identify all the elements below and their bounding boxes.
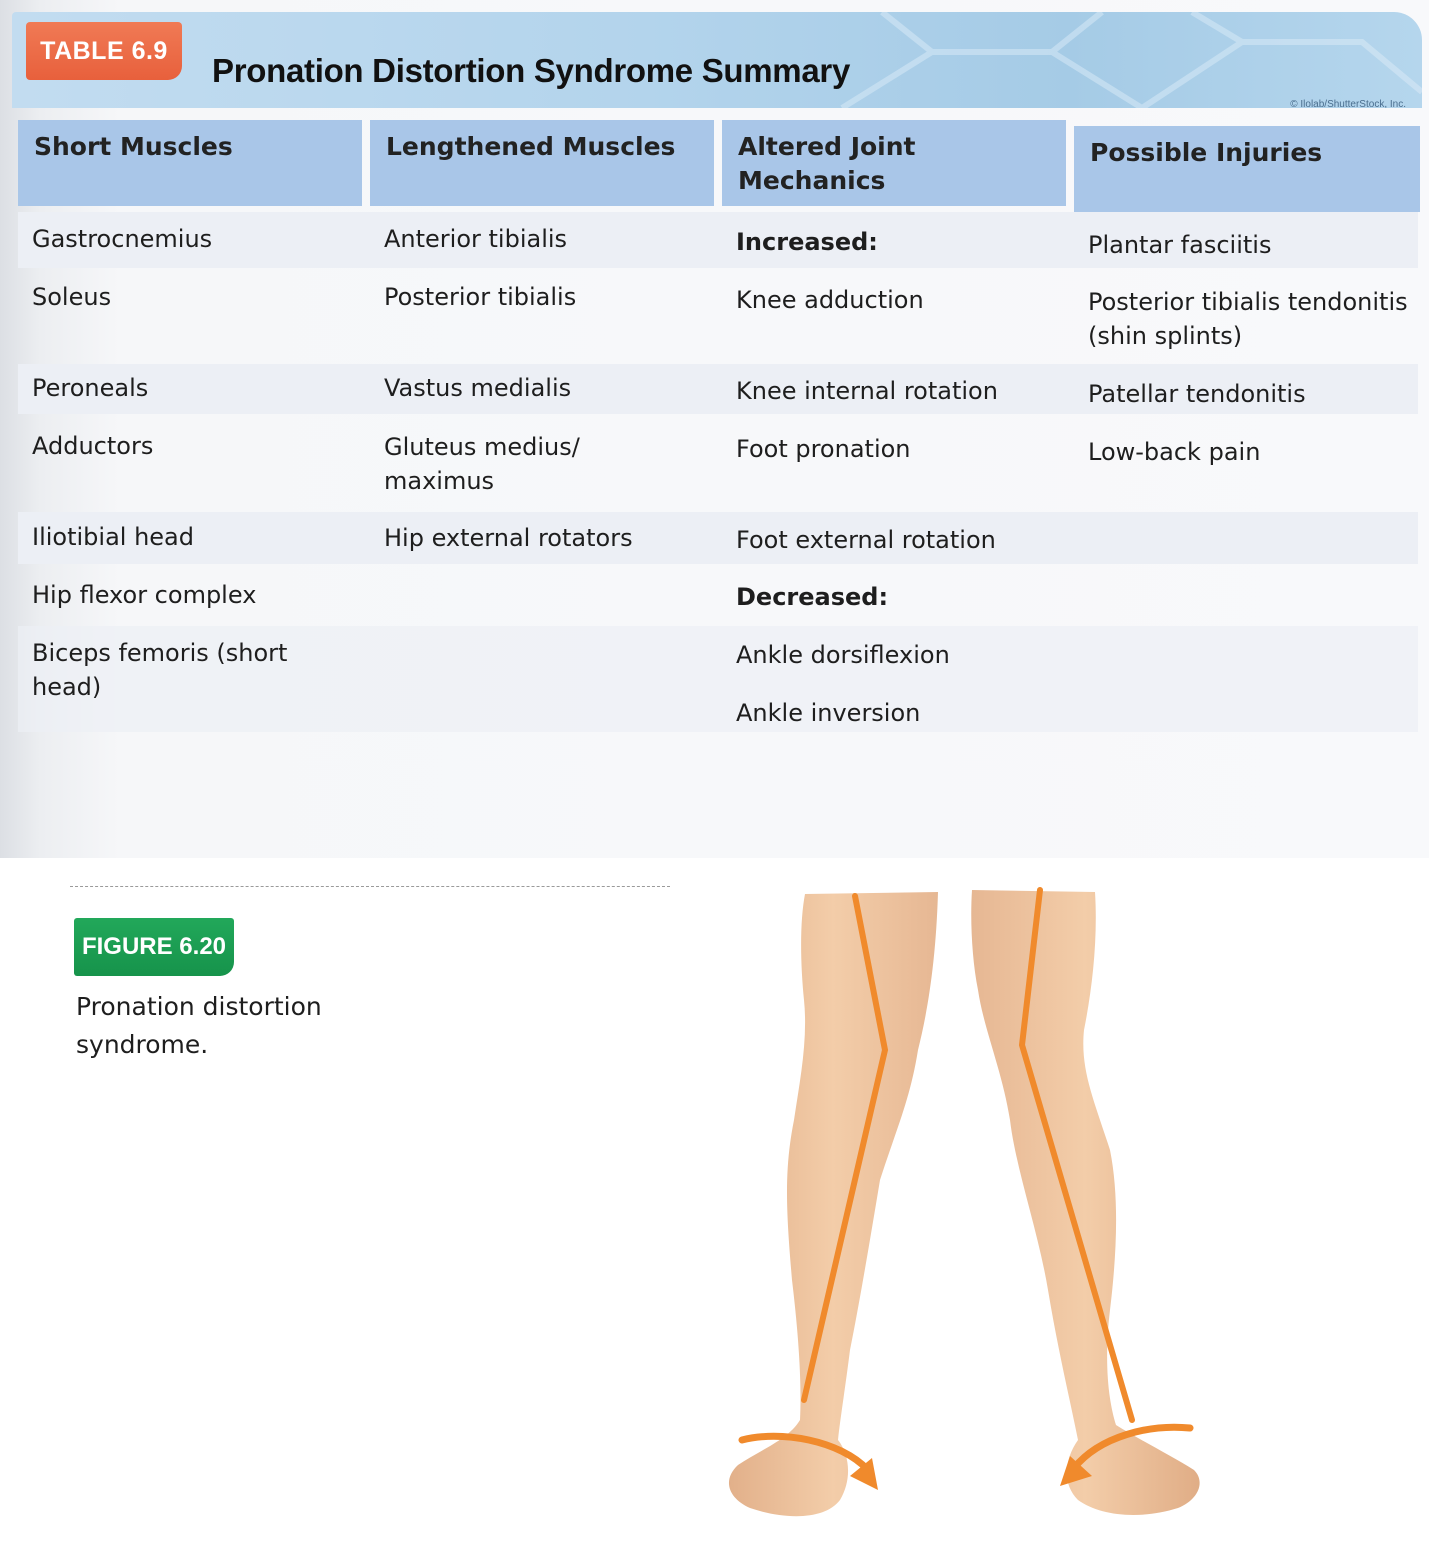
figure-caption: Pronation distortion syndrome. [76,992,322,1059]
left-leg [729,892,938,1516]
possible-injury-cell: Patellar tendonitis [1088,380,1306,408]
lengthened-muscle-cell: Posterior tibialis [384,283,577,311]
section-divider [70,886,670,887]
joint-mechanics-label-decreased: Decreased: [736,583,889,611]
row-band [18,512,1418,564]
lengthened-muscle-cell: Anterior tibialis [384,225,568,253]
short-muscle-cell: Peroneals [32,374,149,402]
image-credit: © Ilolab/ShutterStock, Inc. [1290,99,1406,108]
table-title-banner [12,12,1422,108]
short-muscle-cell: Adductors [32,432,154,460]
lengthened-muscle-cell: Hip external rotators [384,524,633,552]
short-muscle-cell: Iliotibial head [32,523,194,551]
short-muscle-cell: Gastrocnemius [32,225,213,253]
joint-mechanics-cell: Ankle inversion [736,699,921,727]
short-muscle-cell: Hip flexor complex [32,581,257,609]
header-altered-joint-mechanics: Altered Joint Mechanics [722,120,1066,206]
table-number-badge: TABLE 6.9 [26,22,182,80]
header-lengthened-muscles: Lengthened Muscles [370,120,714,206]
joint-mechanics-cell: Foot external rotation [736,526,996,554]
joint-mechanics-cell: Foot pronation [736,435,911,463]
lengthened-muscle-cell: Vastus medialis [384,374,572,402]
right-leg [971,890,1199,1515]
joint-mechanics-cell: Ankle dorsiflexion [736,641,950,669]
joint-mechanics-cell: Knee adduction [736,286,924,314]
possible-injury-cell: Posterior tibialis tendonitis (shin splints) [1088,288,1408,350]
possible-injury-cell: Low-back pain [1088,438,1261,466]
possible-injury-cell: Plantar fasciitis [1088,231,1272,259]
figure-number-badge: FIGURE 6.20 [74,918,234,976]
table-title: Pronation Distortion Syndrome Summary [212,52,850,89]
short-muscle-cell: Soleus [32,283,112,311]
header-possible-injuries: Possible Injuries [1074,126,1420,212]
short-muscle-cell: Biceps femoris (short head) [32,639,288,701]
joint-mechanics-cell: Knee internal rotation [736,377,998,405]
lengthened-muscle-cell: Gluteus medius/ maximus [384,433,580,495]
joint-mechanics-label-increased: Increased: [736,228,878,256]
header-short-muscles: Short Muscles [18,120,362,206]
pronation-legs-illustration [700,880,1220,1540]
